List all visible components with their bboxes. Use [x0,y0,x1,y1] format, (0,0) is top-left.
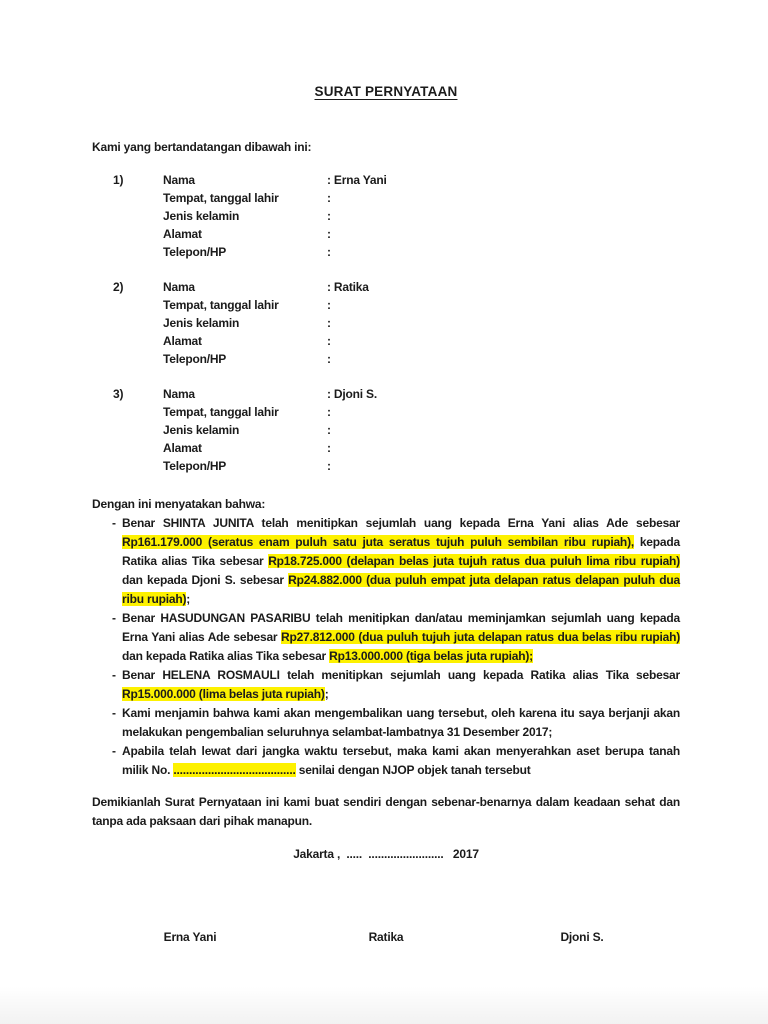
field-value: : Erna Yani [327,173,387,187]
page-bottom-scan-shadow [0,986,768,1024]
statement-item-3 [92,666,680,704]
person-number: 1) [113,173,124,187]
person-field-row [92,189,680,207]
field-label: Tempat, tanggal lahir [163,405,279,419]
field-value: : Ratika [327,280,369,294]
signatures-row [92,930,680,944]
field-label: Nama [163,387,195,401]
date-line: Jakarta , ..... ........................ 2017 [293,847,479,861]
field-label: Alamat [163,334,202,348]
field-value: : Djoni S. [327,387,377,401]
plain-text: dan kepada Djoni S. sebesar [122,573,289,587]
intro-line: Kami yang bertandatangan dibawah ini: [92,140,312,154]
person-number [113,421,163,439]
person-number: 3) [113,387,124,401]
field-label: Nama [163,173,195,187]
person-number [113,225,163,243]
field-label: Telepon/HP [163,352,227,366]
field-value: : [327,245,331,259]
plain-text: kepada Ratika alias Tika sebesar [122,535,680,568]
field-value: : [327,405,331,419]
person-field-row [92,350,680,368]
field-value: : [327,441,331,455]
person-block-3 [92,385,680,475]
bullet-dash: - [112,611,116,625]
statement-text [122,742,680,780]
person-field-row [92,171,680,189]
highlighted-text: ....................................... [173,763,296,777]
person-number [113,296,163,314]
field-value: : [327,459,331,473]
person-number [113,457,163,475]
person-number [113,189,163,207]
closing-paragraph: Demikianlah Surat Pernyataan ini kami buat sendiri dengan sebenar-benarnya dalam keadaan sehat dan tanpa ada paksaan dari pihak manapun. [92,795,680,828]
bullet-dash: - [112,516,116,530]
signature-name-1: Erna Yani [163,930,217,944]
statement-heading: Dengan ini menyatakan bahwa: [92,497,266,511]
field-value: : [327,334,331,348]
person-field-row [92,296,680,314]
statement-item-2 [92,609,680,666]
field-value: : [327,352,331,366]
field-label: Tempat, tanggal lahir [163,298,279,312]
highlighted-text: Rp27.812.000 (dua puluh tujuh juta delapan ratus dua belas ribu rupiah) [281,630,681,644]
field-label: Jenis kelamin [163,209,240,223]
statement-item-1 [92,514,680,609]
statement-item-4 [92,704,680,742]
field-label: Alamat [163,441,202,455]
person-field-row [92,278,680,296]
field-label: Tempat, tanggal lahir [163,191,279,205]
field-label: Nama [163,280,195,294]
persons-section [92,171,680,475]
person-field-row [92,332,680,350]
plain-text: ; [186,592,191,606]
document-title: SURAT PERNYATAAN [314,84,458,99]
person-number [113,243,163,261]
person-number [113,314,163,332]
highlighted-text: Rp24.882.000 (dua puluh empat juta delapan ratus delapan puluh dua ribu rupiah) [122,573,680,606]
statement-list [92,514,680,780]
person-number: 2) [113,280,124,294]
person-number [113,439,163,457]
field-label: Jenis kelamin [163,423,240,437]
signature-name-2: Ratika [368,930,404,944]
highlighted-text: Rp13.000.000 (tiga belas juta rupiah); [329,649,533,663]
field-label: Jenis kelamin [163,316,240,330]
plain-text: Benar HASUDUNGAN PASARIBU telah menitipkan dan/atau meminjamkan sejumlah uang kepada Erna Yani alias Ade sebesar [122,611,680,644]
field-value: : [327,423,331,437]
plain-text: dan kepada Ratika alias Tika sebesar [122,649,330,663]
plain-text: Apabila telah lewat dari jangka waktu tersebut, maka kami akan menyerahkan aset berupa tanah milik No. [122,744,680,777]
bullet-dash: - [112,744,116,758]
highlighted-text: Rp18.725.000 (delapan belas juta tujuh ratus dua puluh lima ribu rupiah) [268,554,680,568]
statement-text [122,609,680,666]
field-value: : [327,298,331,312]
plain-text: Benar HELENA ROSMAULI telah menitipkan sejumlah uang kepada Ratika alias Tika sebesar [122,668,680,682]
field-value: : [327,227,331,241]
statement-item-5 [92,742,680,780]
person-number [113,403,163,421]
person-number [113,332,163,350]
person-field-row [92,421,680,439]
plain-text: Benar SHINTA JUNITA telah menitipkan sejumlah uang kepada Erna Yani alias Ade sebesar [122,516,680,530]
field-value: : [327,191,331,205]
plain-text: Kami menjamin bahwa kami akan mengembalikan uang tersebut, oleh karena itu saya berjanji akan melakukan pengembalian seluruhnya selambat-lambatnya 31 Desember 2017; [122,706,680,739]
field-label: Alamat [163,227,202,241]
field-value: : [327,316,331,330]
highlighted-text: Rp15.000.000 (lima belas juta rupiah) [122,687,325,701]
bullet-dash: - [112,668,116,682]
bullet-dash: - [112,706,116,720]
signature-name-3: Djoni S. [560,930,604,944]
plain-text: senilai dengan NJOP objek tanah tersebut [295,763,531,777]
person-field-row [92,207,680,225]
person-field-row [92,457,680,475]
person-block-2 [92,278,680,368]
person-number [113,350,163,368]
person-number [113,207,163,225]
person-field-row [92,385,680,403]
person-field-row [92,403,680,421]
person-block-1 [92,171,680,261]
field-label: Telepon/HP [163,459,227,473]
field-label: Telepon/HP [163,245,227,259]
statement-text [122,666,680,704]
person-field-row [92,314,680,332]
field-value: : [327,209,331,223]
person-field-row [92,243,680,261]
statement-text [122,704,680,742]
person-field-row [92,225,680,243]
plain-text: ; [324,687,329,701]
statement-text [122,514,680,609]
person-field-row [92,439,680,457]
highlighted-text: Rp161.179.000 (seratus enam puluh satu juta seratus tujuh puluh sembilan ribu rupiah), [122,535,634,549]
